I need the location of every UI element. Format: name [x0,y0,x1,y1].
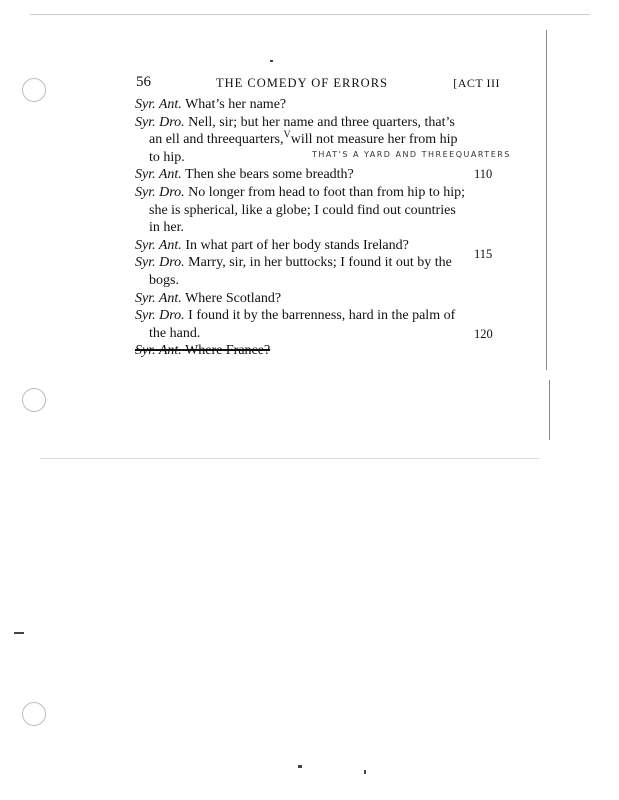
act-label: [ACT III [453,76,500,90]
speck-3 [364,770,366,774]
speaker-name: Syr. Ant. [135,167,182,183]
speck-1 [298,765,302,768]
speech [135,96,465,114]
speech-line: hip; she is spherical, like a globe; I could find out [149,184,465,218]
speech [135,237,465,255]
page-number: 56 [136,74,151,90]
right-edge-shadow [546,30,547,370]
speech-line: countries in her. [149,202,456,236]
speaker-name: Syr. Ant. [135,97,182,112]
right-edge-shadow-lower [549,380,550,440]
speaker-name: Syr. Dro. [135,308,185,324]
speech [135,290,465,308]
speech-line: that’s an ell and threequarters, [149,114,455,148]
speech-line: I found it by the barrenness, hard in the palm [188,308,441,324]
speck-4 [270,60,273,62]
dialogue-block [135,96,465,360]
speaker-name: Syr. Ant. [135,237,182,253]
speech [135,307,465,342]
speech [135,254,465,289]
speech-line: No longer from head to foot than from hip to [188,184,440,200]
page-header [136,76,500,94]
speech-line: the bogs. [149,255,452,288]
binder-hole-top [22,78,46,102]
speech-line: Nell, sir; but her name and three quarters, [188,114,422,130]
line-number: 120 [474,327,493,341]
line-number: 110 [474,167,493,181]
speech [135,184,465,237]
speech-line: will not measure [290,132,385,148]
speech-line: Then she bears some breadth? [185,167,354,183]
speech-line: Where France? [185,343,271,359]
speaker-name: Syr. Ant. [135,343,182,359]
line-number: 115 [474,247,493,261]
speech [135,166,465,184]
speech-line: her from hip to hip. [149,132,458,165]
struck-speech [135,342,465,360]
speaker-name: Syr. Ant. [135,290,182,306]
speech-line: What’s her name? [185,97,287,112]
top-edge-noise [30,14,590,15]
speaker-name: Syr. Dro. [135,184,185,200]
running-title: THE COMEDY OF ERRORS [216,76,388,90]
speech-line: of the hand. [149,308,456,341]
speech-line: In what part of her body stands Ireland? [185,237,409,253]
handwritten-annotation: THAT'S A YARD AND THREEQUARTERS [312,150,511,159]
insertion-caret-mark: V [283,129,291,141]
binder-hole-middle [22,388,46,412]
speaker-name: Syr. Dro. [135,114,185,130]
fold-noise [40,458,540,459]
speck-2 [14,632,24,634]
speaker-name: Syr. Dro. [135,255,185,271]
speech-line: Where Scotland? [185,290,282,306]
speech-line: Marry, sir, in her buttocks; I found it out by [188,255,432,271]
binder-hole-bottom [22,702,46,726]
